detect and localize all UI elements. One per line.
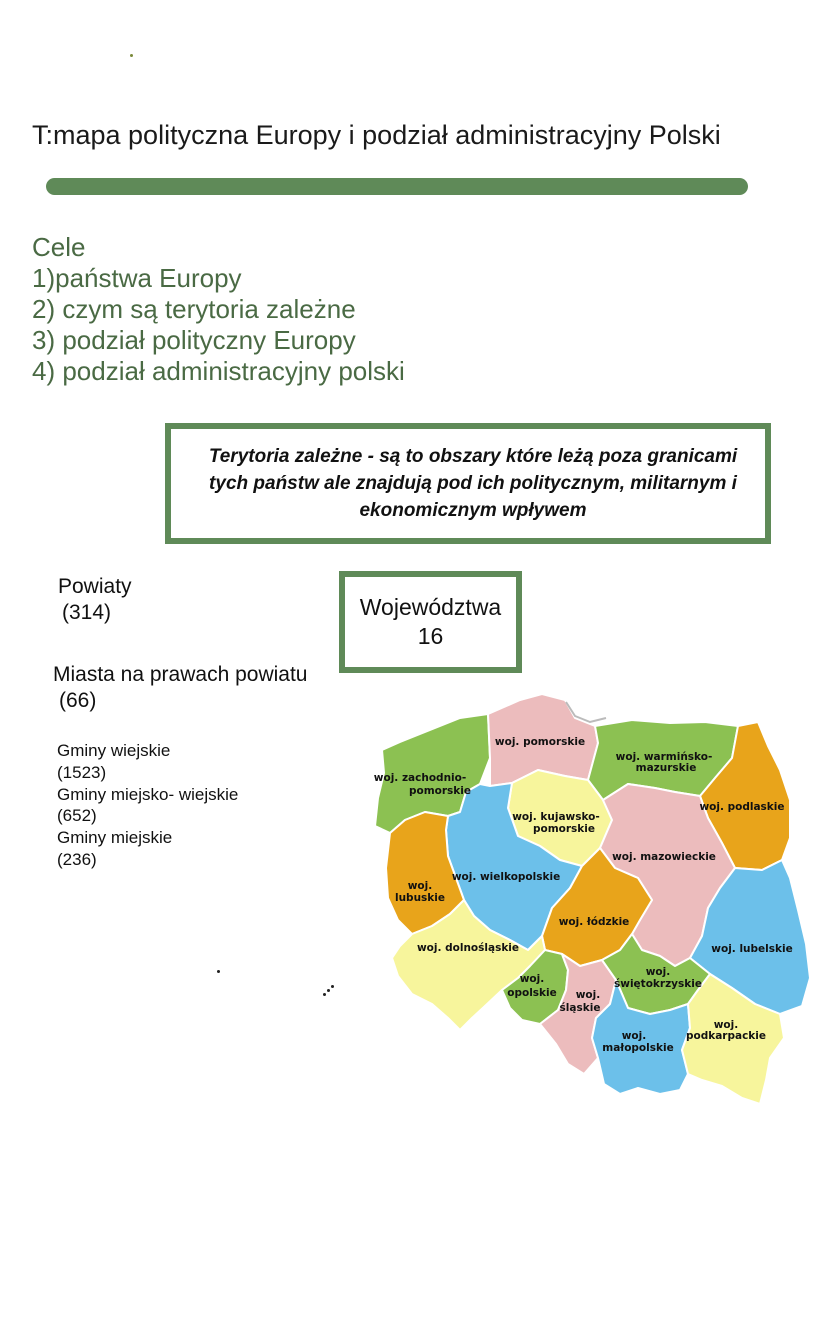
- label-zachodniopomorskie-1: woj. zachodnio-: [373, 772, 467, 784]
- gminy-wiejskie-label: Gminy wiejskie: [57, 741, 171, 760]
- label-lodzkie: woj. łódzkie: [558, 916, 630, 928]
- powiaty-value: (314): [62, 601, 112, 624]
- label-mazowieckie: woj. mazowieckie: [612, 851, 716, 863]
- goal-item: 3) podział polityczny Europy: [32, 325, 356, 355]
- definition-box: [165, 423, 771, 544]
- wojewodztwa-label: Województwa: [359, 594, 502, 620]
- label-podkarpackie-2: podkarpackie: [685, 1030, 767, 1042]
- stray-dot: [327, 989, 330, 992]
- gminy-miejskie-value: (236): [57, 850, 97, 869]
- miasta-value: (66): [59, 689, 97, 712]
- label-wielkopolskie: woj. wielkopolskie: [451, 871, 561, 883]
- label-lubuskie-1: woj.: [407, 880, 433, 892]
- powiaty-label: Powiaty: [58, 575, 132, 598]
- goals-heading: Cele: [32, 232, 86, 262]
- goals-list: [32, 232, 405, 387]
- title-divider: [46, 178, 748, 195]
- miasta-label: Miasta na prawach powiatu: [53, 663, 308, 686]
- wojewodztwa-box: [339, 571, 522, 673]
- label-slaskie-1: woj.: [575, 989, 601, 1001]
- label-warminsko-2: mazurskie: [635, 762, 697, 774]
- label-malopolskie-2: małopolskie: [602, 1042, 674, 1054]
- gminy-miejskie-label: Gminy miejskie: [57, 828, 173, 847]
- gminy-mw-value: (652): [57, 806, 97, 825]
- label-podkarpackie-1: woj.: [713, 1019, 739, 1031]
- stray-dot: [130, 54, 133, 57]
- label-kujawsko-1: woj. kujawsko-: [512, 811, 600, 823]
- stray-dot: [331, 985, 334, 988]
- label-warminsko-1: woj. warmińsko-: [615, 751, 713, 763]
- label-lubelskie: woj. lubelskie: [711, 943, 793, 955]
- goal-item: 4) podział administracyjny polski: [32, 356, 405, 386]
- page-title: T:mapa polityczna Europy i podział administracyjny Polski: [32, 120, 721, 150]
- label-lubuskie-2: lubuskie: [394, 892, 446, 904]
- poland-voivodeships-map: [370, 688, 815, 1113]
- stray-dot: [323, 993, 326, 996]
- goal-item: 2) czym są terytoria zależne: [32, 294, 356, 324]
- wojewodztwa-count: 16: [417, 623, 444, 649]
- label-podlaskie: woj. podlaskie: [699, 801, 785, 813]
- gminy-mw-label: Gminy miejsko- wiejskie: [57, 785, 239, 804]
- stray-dot: [217, 970, 220, 973]
- label-swietokrzyskie-1: woj.: [645, 966, 671, 978]
- label-pomorskie: woj. pomorskie: [494, 736, 586, 748]
- definition-text: Terytoria zależne - są to obszary które leżą poza granicami tych państw ale znajdują pod ich politycznym, militarnym i ekonomicznym wpływem: [208, 446, 738, 521]
- label-opolskie-2: opolskie: [507, 987, 557, 999]
- label-dolnoslaskie: woj. dolnośląskie: [416, 942, 520, 954]
- label-zachodniopomorskie-2: pomorskie: [408, 785, 472, 797]
- label-kujawsko-2: pomorskie: [532, 823, 596, 835]
- label-opolskie-1: woj.: [519, 973, 545, 985]
- label-swietokrzyskie-2: świętokrzyskie: [614, 978, 702, 990]
- label-malopolskie-1: woj.: [621, 1030, 647, 1042]
- gminy-wiejskie-value: (1523): [57, 763, 107, 782]
- label-slaskie-2: śląskie: [559, 1002, 601, 1014]
- goal-item: 1)państwa Europy: [32, 263, 242, 293]
